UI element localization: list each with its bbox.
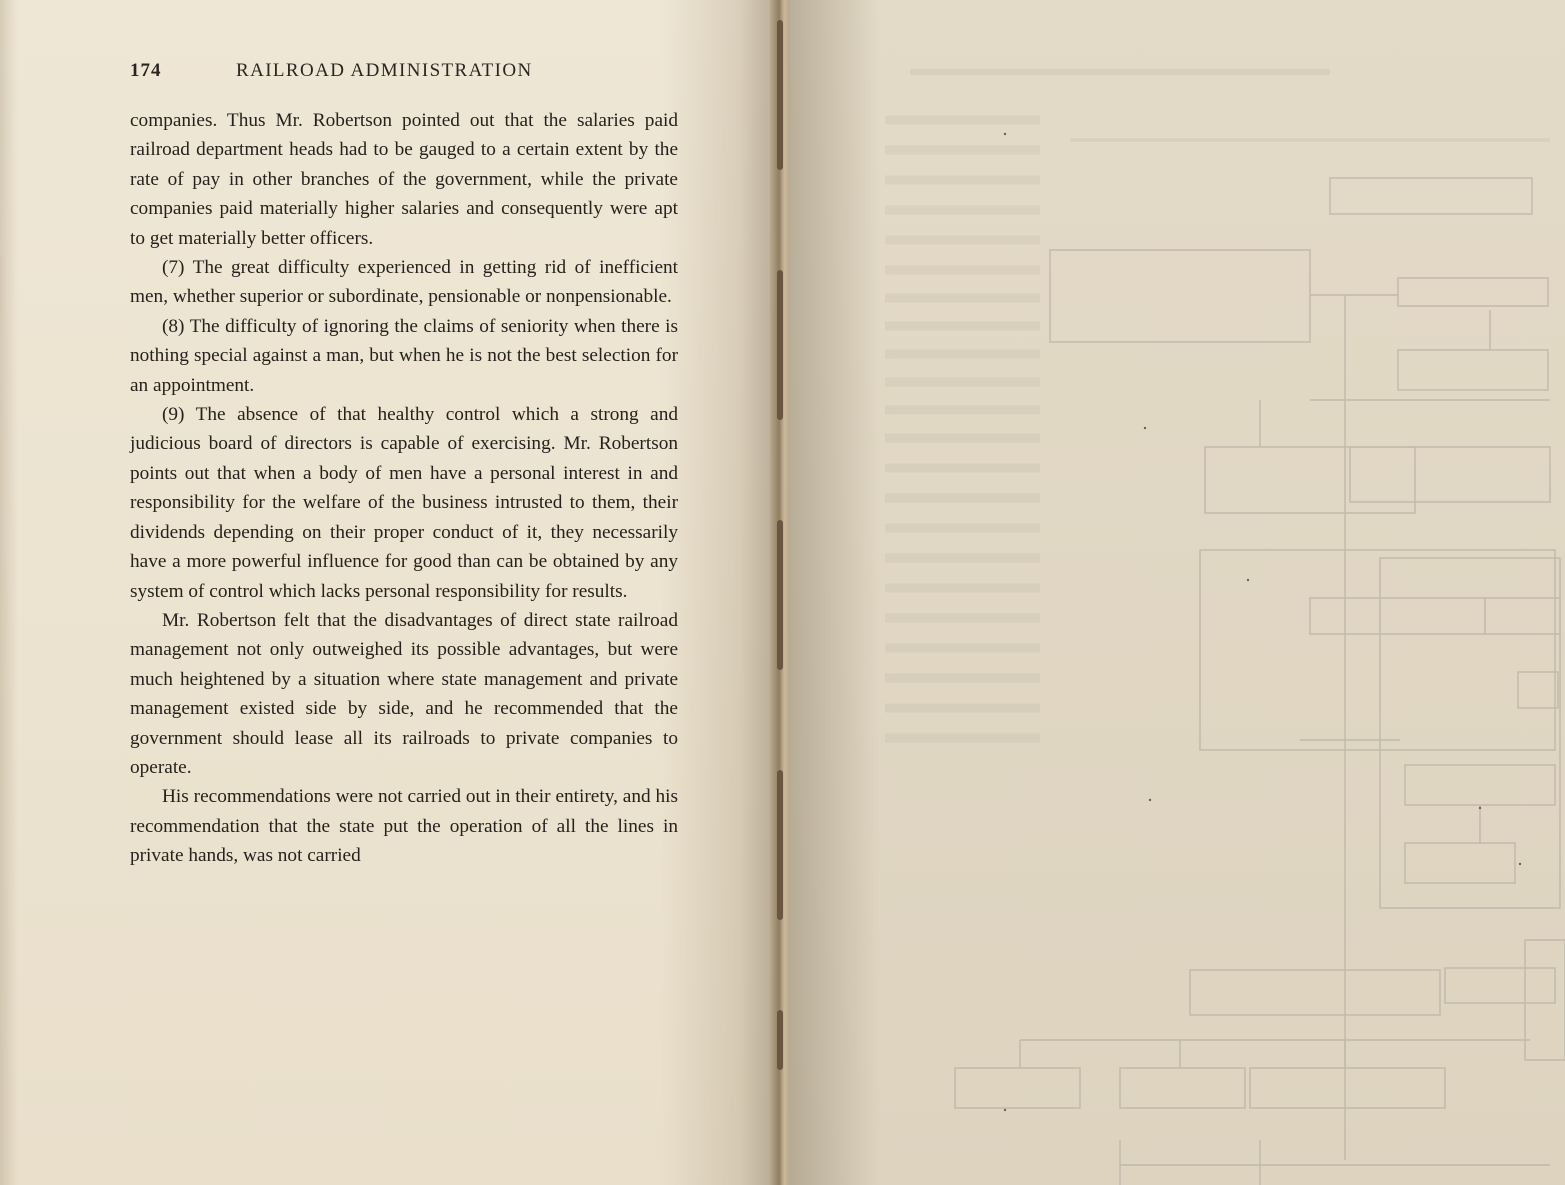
binding-stitch	[777, 270, 783, 420]
page-number: 174	[130, 60, 162, 81]
body-text	[130, 106, 678, 871]
paragraph: (7) The great difficulty experienced in getting rid of inefficient men, whether superior or subordinate, pensionable or nonpensionable.	[130, 257, 678, 308]
paragraph: companies. Thus Mr. Robertson pointed out that the salaries paid railroad department heads had to be gauged to a certain extent by the rate of pay in other branches of the government, while the private companies paid materially higher salaries and consequently were apt to get materially better officers.	[130, 110, 678, 249]
paragraph: His recommendations were not carried out in their entirety, and his recommendation that the state put the operation of all the lines in private hands, was not carried	[130, 786, 678, 867]
right-page-bleedthrough	[790, 0, 1565, 1185]
paragraph: Mr. Robertson felt that the disadvantages of direct state railroad management not only outweighed its possible advantages, but were much heightened by a situation where state management and private management existed side by side, and he recommended that the government should lease all its railroads to private companies to operate.	[130, 609, 678, 778]
binding-stitch	[777, 770, 783, 920]
binding-stitch	[777, 20, 783, 170]
paragraph: (8) The difficulty of ignoring the claims of seniority when there is nothing special against a man, but when he is not the best selection for an appointment.	[130, 315, 678, 396]
running-title: RAILROAD ADMINISTRATION	[236, 60, 533, 81]
running-head	[130, 60, 678, 82]
paragraph: (9) The absence of that healthy control which a strong and judicious board of directors is capable of exercising. Mr. Robertson points out that when a body of men have a personal interest in and responsibility for the welfare of the business intrusted to them, their dividends depending on their proper conduct of it, they necessarily have a more powerful influence for good than can be obtained by any system of control which lacks personal responsibility for results.	[130, 404, 678, 602]
binding-stitch	[777, 1010, 783, 1070]
left-page	[0, 0, 782, 1185]
binding-stitch	[777, 520, 783, 670]
bleedthrough-org-chart	[790, 0, 1565, 1185]
